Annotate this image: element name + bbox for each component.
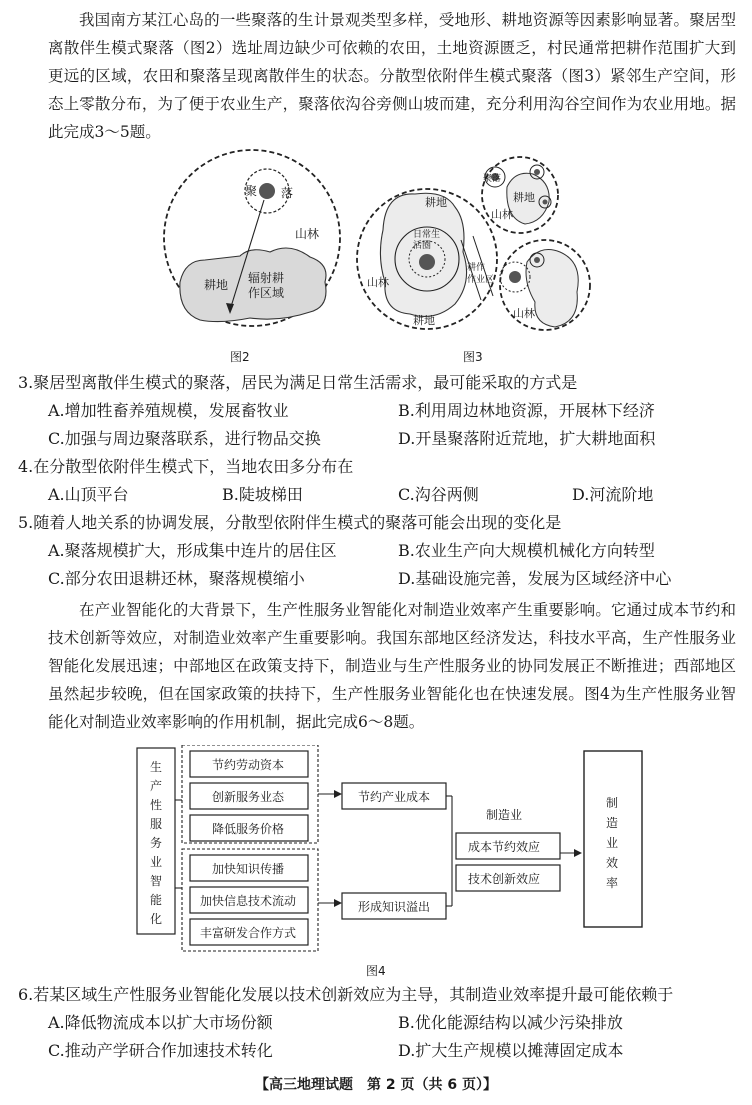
fig4-right-char-5: 率 [606, 876, 619, 890]
fig4-group-2-item-3: 丰富研发合作方式 [200, 926, 297, 940]
question-6-option-a: A.降低物流成本以扩大市场份额 [48, 1013, 273, 1032]
question-6-option-d: D.扩大生产规模以摊薄固定成本 [398, 1041, 624, 1060]
intro-paragraph-1: 我国南方某江心岛的一些聚落的生计景观类型多样，受地形、耕地资源等因素影响显著。聚居型离散伴生模式聚落（图2）选址周边缺少可依赖的农田，土地资源匮乏，村民通常把耕作范围扩大到更远的区域，农田和聚落呈现离散伴生的状态。分散型依附伴生模式聚落（图3）紧邻生产空间，形态上零散分布，为了便于农业生产，聚落依沟谷旁侧山坡而建，充分利用沟谷空间作为农业用地。据此完成3～5题。 [48, 11, 736, 141]
fig3-small1-forest: 山林 [491, 208, 513, 221]
fig4-left-label [150, 759, 162, 926]
fig4-left-char-8: 能 [150, 893, 163, 907]
fig3-settlement-core [419, 254, 435, 270]
figure-3-caption: 图3 [463, 350, 483, 364]
fig3-small-core-3 [543, 200, 548, 205]
question-3-option-d: D.开垦聚落附近荒地，扩大耕地面积 [398, 429, 656, 448]
fig3-daily-life-2: 活圈 [413, 241, 432, 251]
question-3-stem: 3.聚居型离散伴生模式的聚落，居民为满足日常生活需求，最可能采取的方式是 [18, 373, 578, 392]
fig3-small-core-2 [534, 169, 540, 175]
fig4-left-char-6: 业 [150, 855, 163, 869]
fig3-farmland-top: 耕地 [425, 196, 447, 209]
fig4-left-char-1: 生 [150, 760, 163, 774]
question-4-option-a: A.山顶平台 [48, 485, 129, 504]
fig4-group-2-item-2: 加快信息技术流动 [200, 894, 297, 908]
fig2-radiating-label-2: 作区域 [248, 286, 285, 300]
fig4-left-char-9: 化 [150, 912, 163, 926]
fig4-arrow-3-head [574, 849, 582, 857]
fig4-right-char-3: 业 [606, 836, 619, 850]
fig3-small2-forest: 山林 [513, 307, 535, 320]
question-3-option-b: B.利用周边林地资源，开展林下经济 [398, 401, 655, 420]
fig3-small1-label: 聚落 [483, 174, 502, 184]
fig4-left-char-4: 服 [150, 817, 163, 831]
fig4-arrow-1-head [334, 790, 342, 798]
fig4-effect-1: 成本节约效应 [468, 840, 541, 854]
fig2-radiating-label-1: 辐射耕 [248, 271, 285, 285]
intro-paragraph-2: 在产业智能化的大背景下，生产性服务业智能化对制造业效率产生重要影响。它通过成本节约和技术创新等效应，对制造业效率产生重要影响。我国东部地区经济发达，科技水平高，生产性服务业智能化发展迅速；中部地区在政策支持下，制造业与生产性服务业的协同发展正不断推进；西部地区虽然起步较晚，但在国家政策的扶持下，生产性服务业智能化也在快速发展。图4为生产性服务业智能化对制造业效率影响的作用机制，据此完成6～8题。 [48, 601, 736, 731]
figure-4-caption: 图4 [366, 964, 386, 978]
fig2-settlement-core [259, 183, 275, 199]
fig4-arrow-2-head [334, 899, 342, 907]
fig4-right-label [606, 795, 618, 890]
fig2-farmland-label: 耕地 [204, 278, 229, 292]
fig3-zone-label-1: 耕作 [467, 263, 486, 273]
fig3-small-core-5 [534, 257, 540, 263]
question-5-option-a: A.聚落规模扩大，形成集中连片的居住区 [48, 541, 337, 560]
fig4-right-char-1: 制 [606, 796, 619, 810]
question-4-option-d: D.河流阶地 [572, 485, 654, 504]
fig4-left-char-7: 智 [150, 874, 163, 888]
question-3-option-a: A.增加牲畜养殖规模，发展畜牧业 [48, 401, 289, 420]
fig3-small1-farmland: 耕地 [513, 191, 535, 204]
fig4-mid-1: 节约产业成本 [358, 790, 431, 804]
fig2-settlement-label: 聚 [245, 184, 258, 198]
question-6-option-c: C.推动产学研合作加速技术转化 [48, 1041, 273, 1060]
question-6-stem: 6.若某区域生产性服务业智能化发展以技术创新效应为主导，其制造业效率提升最可能依赖于 [18, 985, 674, 1004]
question-5-option-d: D.基础设施完善，发展为区域经济中心 [398, 569, 672, 588]
question-4-option-c: C.沟谷两侧 [398, 485, 479, 504]
question-4-stem: 4.在分散型依附伴生模式下，当地农田多分布在 [18, 457, 354, 476]
fig2-forest-label: 山林 [295, 227, 320, 241]
question-5-option-b: B.农业生产向大规模机械化方向转型 [398, 541, 655, 560]
figure-3 [355, 152, 593, 346]
fig3-forest-left: 山林 [367, 276, 389, 289]
fig3-small-core-4 [509, 271, 521, 283]
fig4-manufacturing: 制造业 [486, 808, 523, 822]
fig4-effect-2: 技术创新效应 [468, 872, 541, 886]
fig4-group-1-item-1: 节约劳动资本 [212, 758, 285, 772]
fig4-left-char-3: 性 [150, 798, 163, 812]
question-5-stem: 5.随着人地关系的协调发展，分散型依附伴生模式的聚落可能会出现的变化是 [18, 513, 562, 532]
question-3-option-c: C.加强与周边聚落联系，进行物品交换 [48, 429, 321, 448]
fig4-right-char-4: 效 [606, 856, 619, 870]
question-5-option-c: C.部分农田退耕还林，聚落规模缩小 [48, 569, 305, 588]
fig4-left-char-2: 产 [150, 779, 163, 793]
fig4-right-char-2: 造 [606, 816, 619, 830]
fig2-settlement-label2: 落 [281, 186, 294, 200]
fig3-daily-life-1: 日常生 [413, 230, 441, 240]
fig4-group-2-item-1: 加快知识传播 [212, 862, 285, 876]
fig3-farmland-bottom: 耕地 [413, 314, 435, 327]
question-6-option-b: B.优化能源结构以减少污染排放 [398, 1013, 623, 1032]
fig3-zone-label-2: 作业区 [467, 275, 495, 285]
figure-4 [130, 745, 650, 955]
fig4-left-char-5: 务 [150, 836, 163, 850]
question-4-option-b: B.陡坡梯田 [222, 485, 303, 504]
figure-2 [160, 142, 345, 352]
fig4-group-1-item-3: 降低服务价格 [212, 822, 285, 836]
page-footer: 【高三地理试题 第 2 页（共 6 页）】 [255, 1077, 497, 1093]
fig4-mid-2: 形成知识溢出 [358, 900, 431, 914]
fig4-group-1-item-2: 创新服务业态 [212, 790, 285, 804]
figure-2-caption: 图2 [230, 350, 250, 364]
